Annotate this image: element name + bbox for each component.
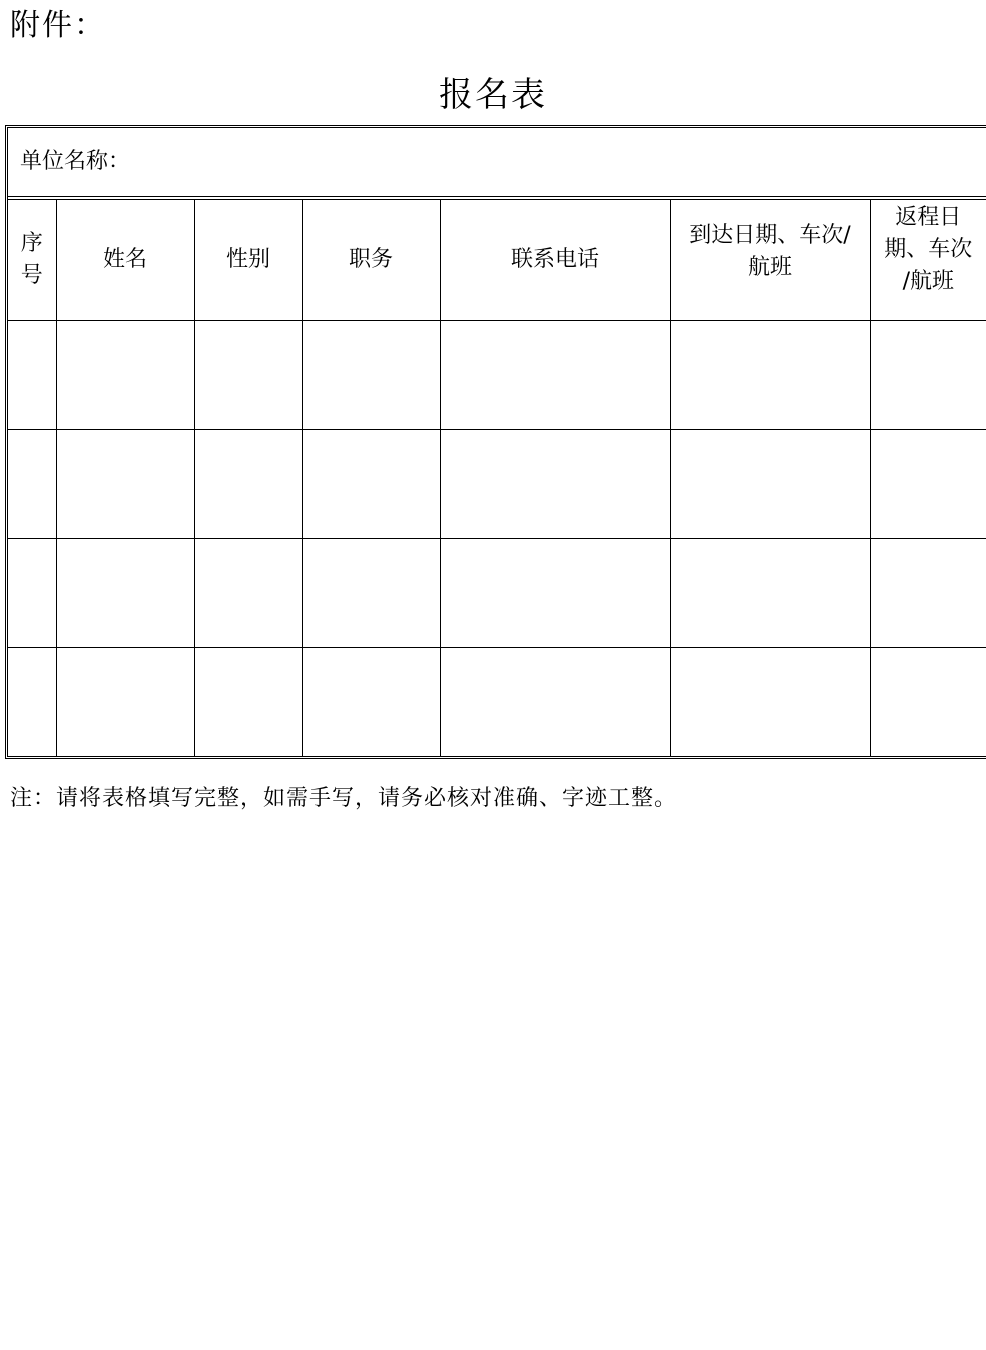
cell-return[interactable] <box>870 648 986 757</box>
attachment-label: 附件： <box>10 8 106 43</box>
header-return <box>870 198 986 321</box>
registration-form-table <box>8 128 986 756</box>
cell-position[interactable] <box>302 539 440 648</box>
cell-arrival[interactable] <box>670 321 870 430</box>
header-return-line3: /航班 <box>902 269 954 294</box>
table-row <box>8 430 986 539</box>
table-row <box>8 539 986 648</box>
cell-return[interactable] <box>870 321 986 430</box>
cell-gender[interactable] <box>194 539 302 648</box>
header-return-line2: 期、车次 <box>884 237 973 262</box>
cell-phone[interactable] <box>440 321 670 430</box>
cell-arrival[interactable] <box>670 539 870 648</box>
header-position: 职务 <box>302 198 440 321</box>
cell-gender[interactable] <box>194 648 302 757</box>
cell-seq[interactable] <box>8 321 56 430</box>
header-name: 姓名 <box>56 198 194 321</box>
header-phone: 联系电话 <box>440 198 670 321</box>
header-gender: 性别 <box>194 198 302 321</box>
cell-return[interactable] <box>870 539 986 648</box>
cell-phone[interactable] <box>440 648 670 757</box>
unit-name-row <box>8 128 986 198</box>
cell-seq[interactable] <box>8 539 56 648</box>
table-row <box>8 648 986 757</box>
table-row <box>8 321 986 430</box>
unit-name-label: 单位名称： <box>20 149 131 174</box>
cell-arrival[interactable] <box>670 648 870 757</box>
cell-name[interactable] <box>56 430 194 539</box>
table-header-row <box>8 198 986 321</box>
cell-name[interactable] <box>56 321 194 430</box>
cell-position[interactable] <box>302 648 440 757</box>
cell-gender[interactable] <box>194 321 302 430</box>
header-arrival-line1: 到达日期、车次/ <box>689 223 851 248</box>
cell-position[interactable] <box>302 321 440 430</box>
cell-phone[interactable] <box>440 430 670 539</box>
cell-name[interactable] <box>56 648 194 757</box>
cell-return[interactable] <box>870 430 986 539</box>
form-note: 注：请将表格填写完整，如需手写，请务必核对准确、字迹工整。 <box>10 786 678 811</box>
cell-phone[interactable] <box>440 539 670 648</box>
header-seq-line2: 号 <box>20 263 43 288</box>
header-return-line1: 返程日 <box>895 205 962 230</box>
cell-seq[interactable] <box>8 430 56 539</box>
cell-seq[interactable] <box>8 648 56 757</box>
unit-name-cell[interactable] <box>8 128 986 198</box>
header-arrival <box>670 198 870 321</box>
header-arrival-line2: 航班 <box>747 255 792 280</box>
page-title: 报名表 <box>439 75 547 115</box>
cell-name[interactable] <box>56 539 194 648</box>
cell-arrival[interactable] <box>670 430 870 539</box>
header-seq-line1: 序 <box>20 231 43 256</box>
cell-position[interactable] <box>302 430 440 539</box>
header-seq <box>8 198 56 321</box>
cell-gender[interactable] <box>194 430 302 539</box>
